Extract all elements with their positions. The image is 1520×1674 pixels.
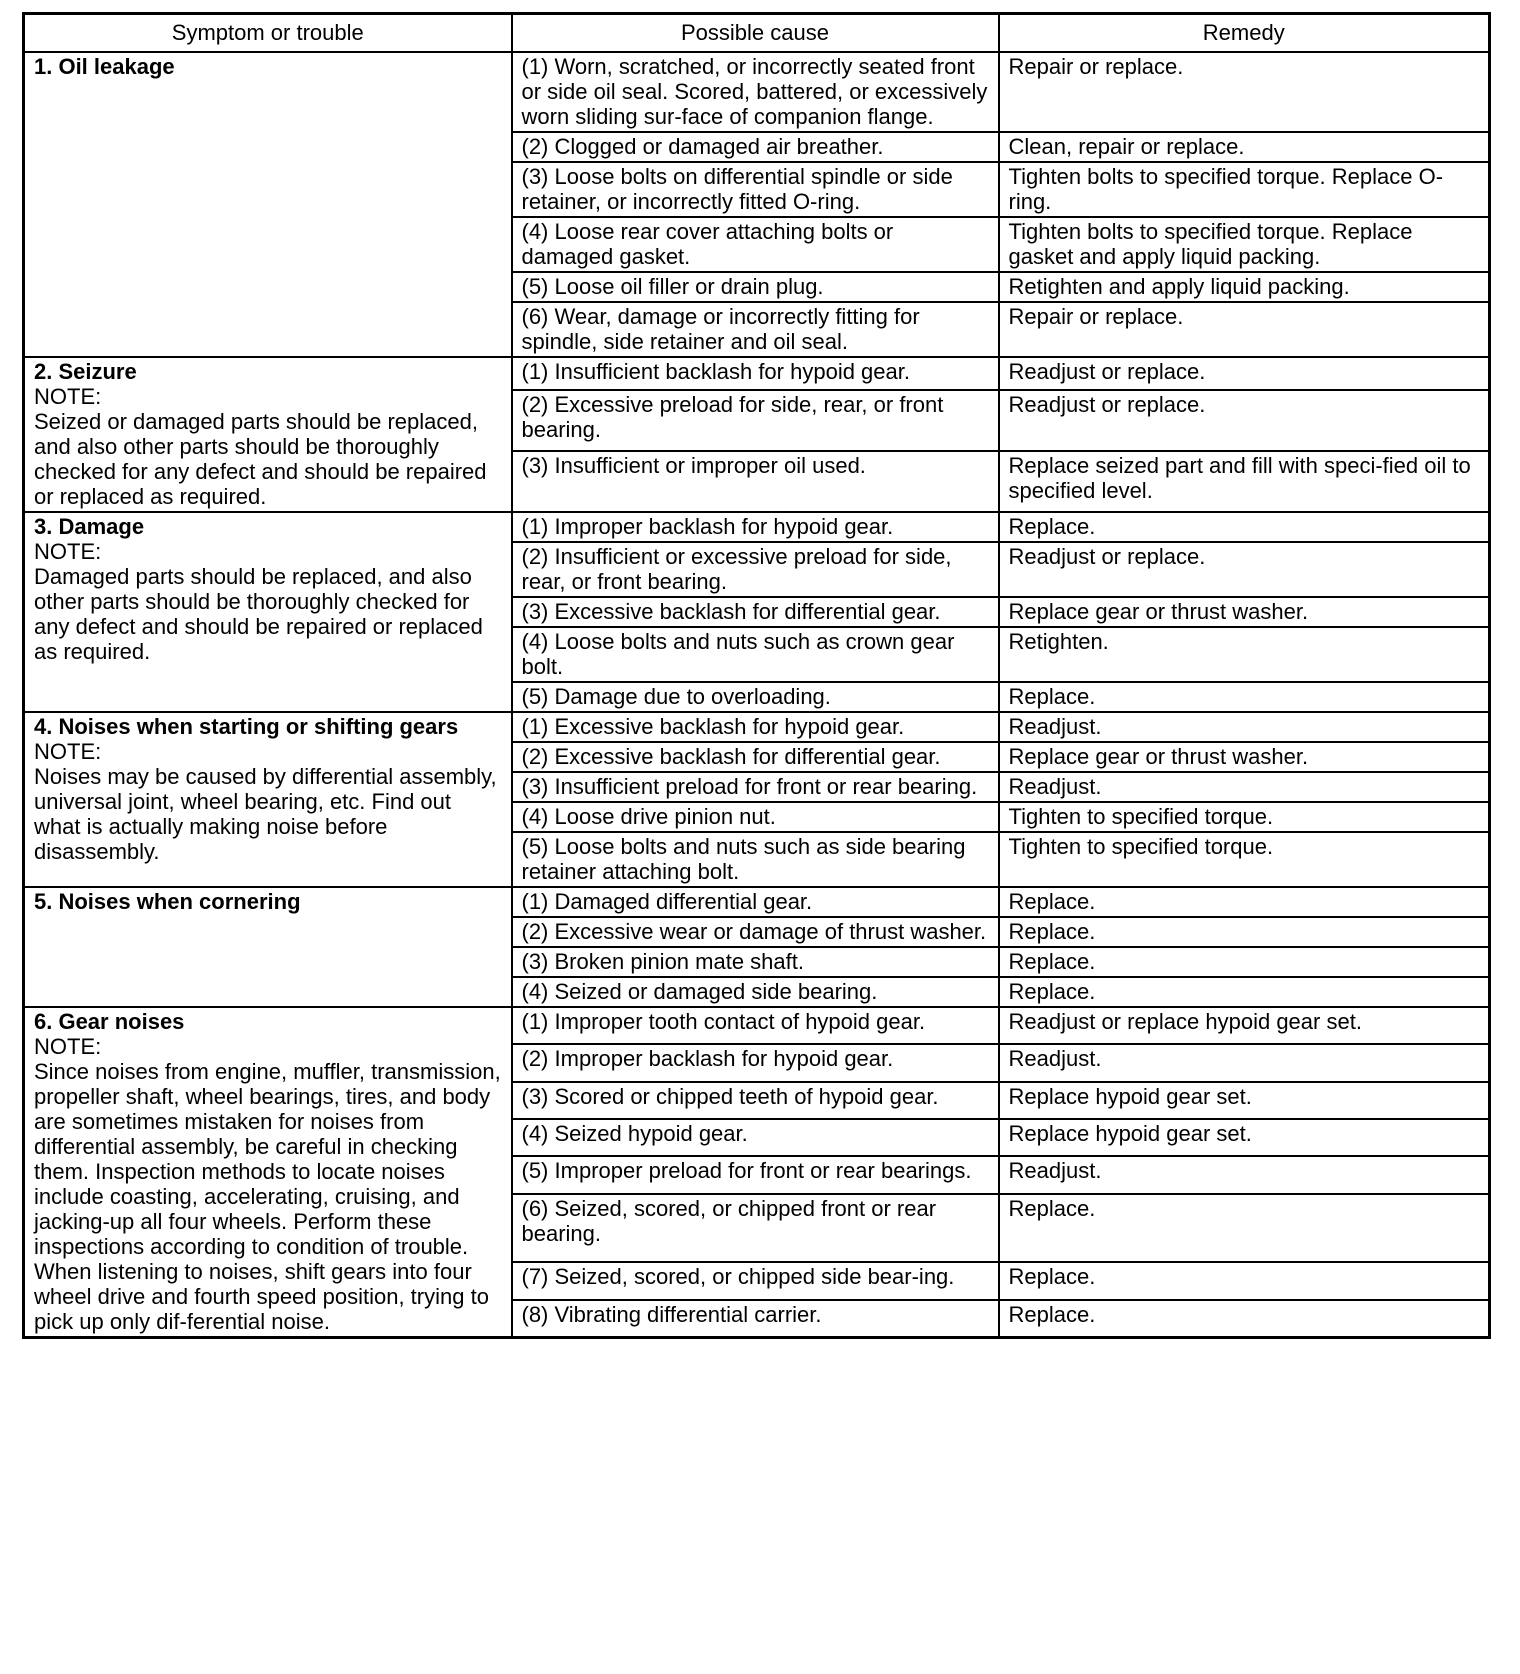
cause-cell: (3) Broken pinion mate shaft. xyxy=(512,947,999,977)
cause-cell: (4) Loose rear cover attaching bolts or damaged gasket. xyxy=(512,217,999,272)
cause-cell: (4) Loose bolts and nuts such as crown gear bolt. xyxy=(512,627,999,682)
symptom-title: 1. Oil leakage xyxy=(34,54,175,79)
remedy-cell: Tighten to specified torque. xyxy=(999,802,1490,832)
cause-cell: (2) Excessive backlash for differential gear. xyxy=(512,742,999,772)
remedy-cell: Readjust or replace hypoid gear set. xyxy=(999,1007,1490,1044)
cause-cell: (3) Scored or chipped teeth of hypoid gear. xyxy=(512,1082,999,1119)
symptom-note: Seized or damaged parts should be replaced, and also other parts should be thoroughly checked for any defect and should be repaired or replaced as required. xyxy=(34,409,487,509)
symptom-note-label: NOTE: xyxy=(34,384,102,409)
troubleshooting-table xyxy=(22,12,1491,1339)
remedy-cell: Replace. xyxy=(999,917,1490,947)
remedy-cell: Clean, repair or replace. xyxy=(999,132,1490,162)
symptom-title: 2. Seizure xyxy=(34,359,137,384)
cause-cell: (5) Loose oil filler or drain plug. xyxy=(512,272,999,302)
cause-cell: (3) Loose bolts on differential spindle or side retainer, or incorrectly fitted O-ring. xyxy=(512,162,999,217)
symptom-note: Damaged parts should be replaced, and also other parts should be thoroughly checked for any defect and should be repaired or replaced as required. xyxy=(34,564,483,664)
cause-cell: (6) Seized, scored, or chipped front or rear bearing. xyxy=(512,1194,999,1262)
table-row xyxy=(24,357,1490,390)
remedy-cell: Replace. xyxy=(999,512,1490,542)
symptom-title: 5. Noises when cornering xyxy=(34,889,301,914)
remedy-cell: Tighten to specified torque. xyxy=(999,832,1490,887)
cause-cell: (3) Insufficient or improper oil used. xyxy=(512,451,999,512)
remedy-cell: Replace gear or thrust washer. xyxy=(999,742,1490,772)
remedy-cell: Tighten bolts to specified torque. Replace gasket and apply liquid packing. xyxy=(999,217,1490,272)
symptom-cell xyxy=(24,887,512,1007)
remedy-cell: Retighten. xyxy=(999,627,1490,682)
remedy-cell: Replace. xyxy=(999,1194,1490,1262)
header-symptom: Symptom or trouble xyxy=(24,14,512,53)
header-remedy: Remedy xyxy=(999,14,1490,53)
remedy-cell: Repair or replace. xyxy=(999,52,1490,132)
remedy-cell: Readjust or replace. xyxy=(999,357,1490,390)
cause-cell: (1) Insufficient backlash for hypoid gear. xyxy=(512,357,999,390)
symptom-title: 6. Gear noises xyxy=(34,1009,185,1034)
remedy-cell: Replace. xyxy=(999,977,1490,1007)
remedy-cell: Readjust. xyxy=(999,1044,1490,1081)
symptom-cell xyxy=(24,712,512,887)
symptom-note: Noises may be caused by differential assembly, universal joint, wheel bearing, etc. Find out what is actually making noise before disassembly. xyxy=(34,764,497,864)
cause-cell: (7) Seized, scored, or chipped side bear-ing. xyxy=(512,1262,999,1299)
symptom-cell xyxy=(24,512,512,712)
cause-cell: (4) Seized or damaged side bearing. xyxy=(512,977,999,1007)
cause-cell: (1) Excessive backlash for hypoid gear. xyxy=(512,712,999,742)
remedy-cell: Readjust or replace. xyxy=(999,542,1490,597)
table-row xyxy=(24,1007,1490,1044)
table-body xyxy=(24,52,1490,1338)
remedy-cell: Readjust. xyxy=(999,712,1490,742)
symptom-note-label: NOTE: xyxy=(34,539,102,564)
table-row xyxy=(24,887,1490,917)
remedy-cell: Readjust or replace. xyxy=(999,390,1490,451)
cause-cell: (2) Excessive preload for side, rear, or front bearing. xyxy=(512,390,999,451)
cause-cell: (5) Improper preload for front or rear bearings. xyxy=(512,1156,999,1193)
cause-cell: (2) Excessive wear or damage of thrust washer. xyxy=(512,917,999,947)
remedy-cell: Replace. xyxy=(999,1262,1490,1299)
cause-cell: (4) Loose drive pinion nut. xyxy=(512,802,999,832)
header-cause: Possible cause xyxy=(512,14,999,53)
symptom-cell xyxy=(24,52,512,357)
table-row xyxy=(24,52,1490,132)
cause-cell: (5) Loose bolts and nuts such as side bearing retainer attaching bolt. xyxy=(512,832,999,887)
symptom-title: 4. Noises when starting or shifting gears xyxy=(34,714,459,739)
cause-cell: (1) Improper backlash for hypoid gear. xyxy=(512,512,999,542)
symptom-note: Since noises from engine, muffler, transmission, propeller shaft, wheel bearings, tires, and body are sometimes mistaken for noises from differential assembly, be careful in checking them. Inspection methods to locate noises include coasting, accelerating, cruising, and jacking-up all four wheels. Perform these inspections according to condition of trouble. When listening to noises, shift gears into four wheel drive and fourth speed position, trying to pick up only dif-ferential noise. xyxy=(34,1059,501,1334)
remedy-cell: Replace. xyxy=(999,887,1490,917)
cause-cell: (2) Clogged or damaged air breather. xyxy=(512,132,999,162)
cause-cell: (5) Damage due to overloading. xyxy=(512,682,999,712)
header-row xyxy=(24,14,1490,53)
cause-cell: (3) Excessive backlash for differential gear. xyxy=(512,597,999,627)
cause-cell: (1) Improper tooth contact of hypoid gear. xyxy=(512,1007,999,1044)
remedy-cell: Retighten and apply liquid packing. xyxy=(999,272,1490,302)
cause-cell: (3) Insufficient preload for front or rear bearing. xyxy=(512,772,999,802)
symptom-cell xyxy=(24,1007,512,1338)
symptom-title: 3. Damage xyxy=(34,514,145,539)
cause-cell: (8) Vibrating differential carrier. xyxy=(512,1300,999,1338)
remedy-cell: Replace hypoid gear set. xyxy=(999,1082,1490,1119)
cause-cell: (2) Insufficient or excessive preload for side, rear, or front bearing. xyxy=(512,542,999,597)
remedy-cell: Readjust. xyxy=(999,772,1490,802)
table-row xyxy=(24,712,1490,742)
cause-cell: (4) Seized hypoid gear. xyxy=(512,1119,999,1156)
remedy-cell: Repair or replace. xyxy=(999,302,1490,357)
remedy-cell: Replace. xyxy=(999,682,1490,712)
cause-cell: (2) Improper backlash for hypoid gear. xyxy=(512,1044,999,1081)
cause-cell: (1) Damaged differential gear. xyxy=(512,887,999,917)
remedy-cell: Replace. xyxy=(999,1300,1490,1338)
symptom-cell xyxy=(24,357,512,512)
table-row xyxy=(24,512,1490,542)
remedy-cell: Replace seized part and fill with speci-fied oil to specified level. xyxy=(999,451,1490,512)
remedy-cell: Replace. xyxy=(999,947,1490,977)
cause-cell: (6) Wear, damage or incorrectly fitting for spindle, side retainer and oil seal. xyxy=(512,302,999,357)
cause-cell: (1) Worn, scratched, or incorrectly seated front or side oil seal. Scored, battered, or excessively worn sliding sur-face of companion flange. xyxy=(512,52,999,132)
remedy-cell: Replace hypoid gear set. xyxy=(999,1119,1490,1156)
symptom-note-label: NOTE: xyxy=(34,1034,102,1059)
remedy-cell: Replace gear or thrust washer. xyxy=(999,597,1490,627)
remedy-cell: Readjust. xyxy=(999,1156,1490,1193)
remedy-cell: Tighten bolts to specified torque. Replace O-ring. xyxy=(999,162,1490,217)
symptom-note-label: NOTE: xyxy=(34,739,102,764)
